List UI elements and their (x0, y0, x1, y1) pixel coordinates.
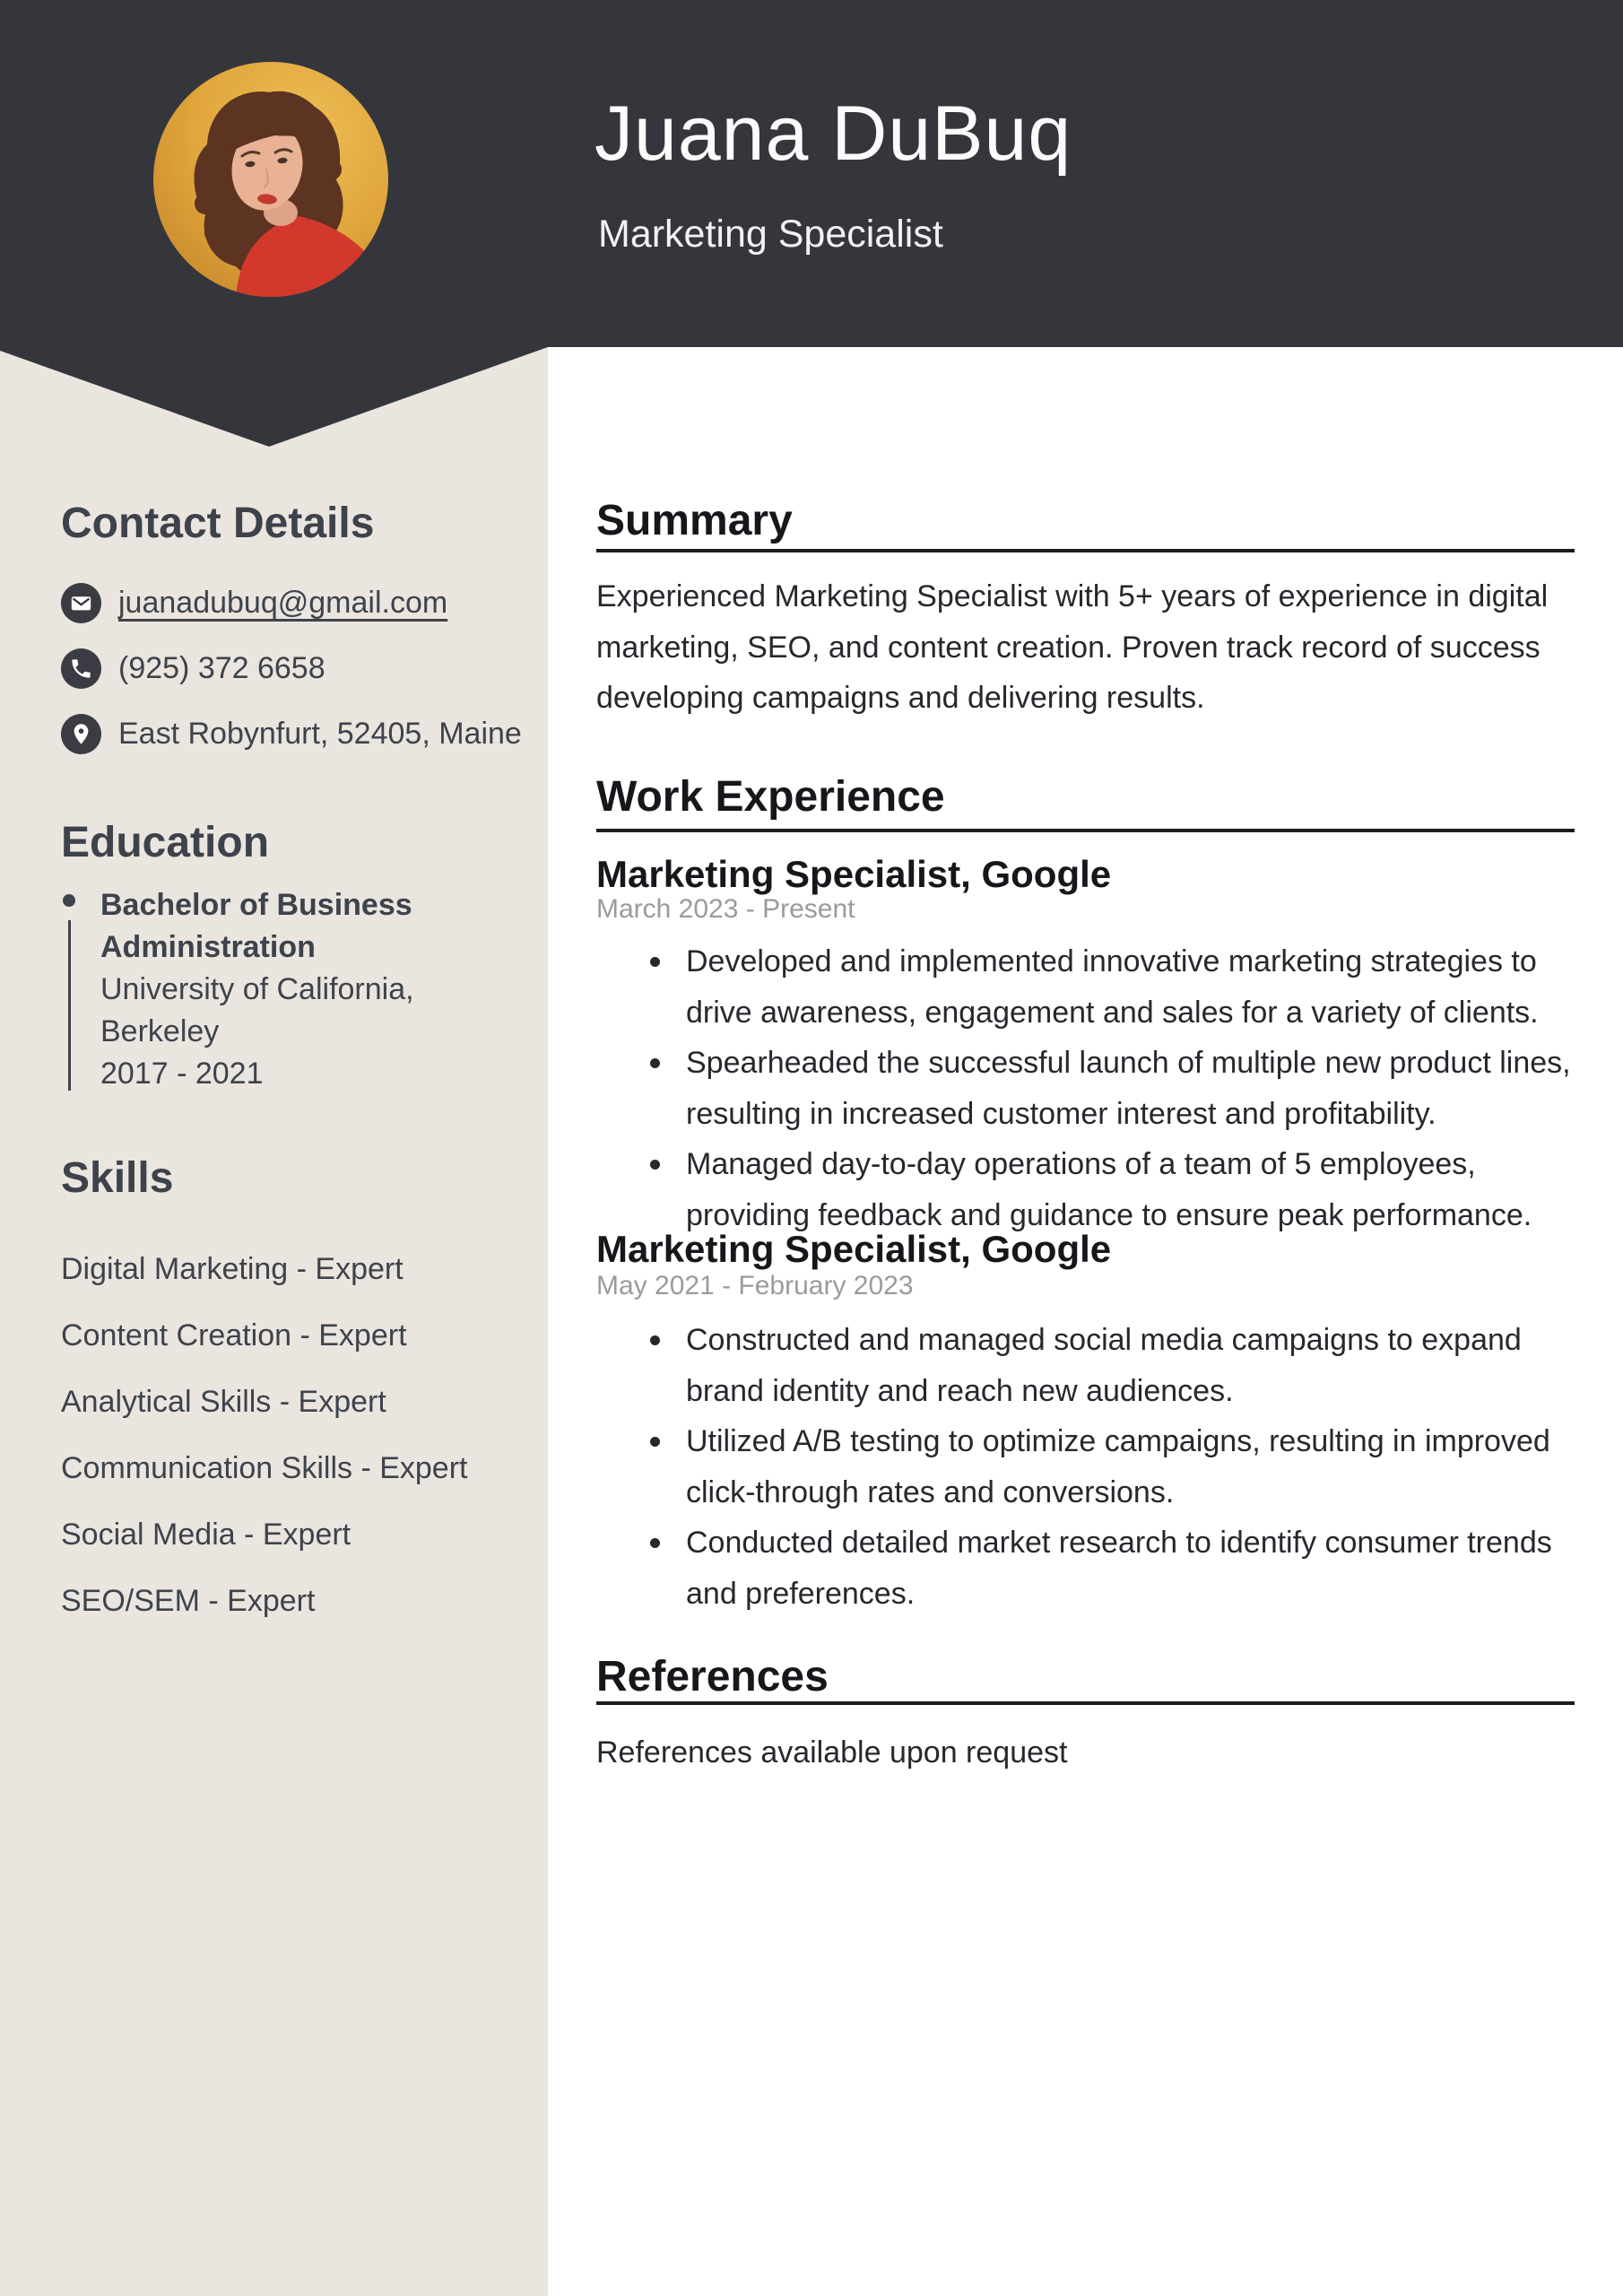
profile-photo-illustration (153, 62, 388, 297)
references-divider (596, 1701, 1575, 1705)
job-bullet-list (648, 936, 1575, 1240)
skill-item: Content Creation - Expert (61, 1318, 407, 1352)
skill-item: Analytical Skills - Expert (61, 1385, 386, 1419)
location-icon (61, 714, 101, 754)
phone-icon (61, 648, 101, 689)
bullet-item: Spearheaded the successful launch of multiple new product lines, resulting in increased customer interest and profitability. (648, 1038, 1575, 1139)
email-icon (61, 583, 101, 623)
person-name: Juana DuBuq (595, 91, 1072, 177)
skill-item: SEO/SEM - Expert (61, 1584, 316, 1618)
bullet-item: Constructed and managed social media campaigns to expand brand identity and reach new audiences. (648, 1315, 1575, 1416)
profile-photo (153, 62, 388, 297)
bullet-item: Conducted detailed market research to identify consumer trends and preferences. (648, 1518, 1575, 1619)
references-heading: References (596, 1653, 829, 1700)
skills-heading: Skills (61, 1154, 174, 1202)
contact-row-location (61, 714, 522, 754)
education-school: University of California, Berkeley (100, 972, 414, 1048)
skills-list (61, 1248, 527, 1647)
education-timeline-line (68, 920, 71, 1091)
references-text: References available upon request (596, 1735, 1068, 1770)
work-experience-heading: Work Experience (596, 773, 945, 821)
job-bullet-list (648, 1315, 1575, 1619)
summary-text: Experienced Marketing Specialist with 5+ years of experience in digital marketing, SEO, and content creation. Proven track record of success developing campaigns and delivering results. (596, 579, 1549, 715)
skill-item: Digital Marketing - Expert (61, 1252, 404, 1286)
job-title: Marketing Specialist, Google (596, 853, 1112, 895)
skill-item: Communication Skills - Expert (61, 1451, 468, 1485)
bullet-item: Managed day-to-day operations of a team of 5 employees, providing feedback and guidance to ensure peak performance. (648, 1139, 1575, 1240)
contact-list (61, 583, 522, 754)
job-dates: May 2021 - February 2023 (596, 1271, 914, 1300)
contact-row-phone (61, 648, 522, 689)
job-title: Marketing Specialist, Google (596, 1228, 1112, 1270)
location-text: East Robynfurt, 52405, Maine (118, 717, 522, 751)
work-experience-divider (596, 829, 1575, 832)
contact-details-heading: Contact Details (61, 500, 375, 547)
email-link[interactable]: juanadubuq@gmail.com (118, 586, 448, 620)
skill-item: Social Media - Expert (61, 1518, 352, 1552)
person-job-title: Marketing Specialist (598, 213, 943, 256)
bullet-item: Utilized A/B testing to optimize campaigns, resulting in improved click-through rates and conversions. (648, 1416, 1575, 1518)
education-degree: Bachelor of Business Administration (100, 888, 412, 964)
contact-row-email (61, 583, 522, 623)
phone-number: (925) 372 6658 (118, 651, 325, 685)
job-dates: March 2023 - Present (596, 894, 855, 924)
education-timeline-dot (63, 894, 75, 907)
bullet-item: Developed and implemented innovative marketing strategies to drive awareness, engagement and sales for a variety of clients. (648, 936, 1575, 1038)
summary-heading: Summary (596, 497, 793, 544)
education-dates: 2017 - 2021 (100, 1057, 264, 1091)
education-heading: Education (61, 819, 270, 866)
summary-divider (596, 549, 1575, 552)
education-entry (100, 884, 522, 1095)
